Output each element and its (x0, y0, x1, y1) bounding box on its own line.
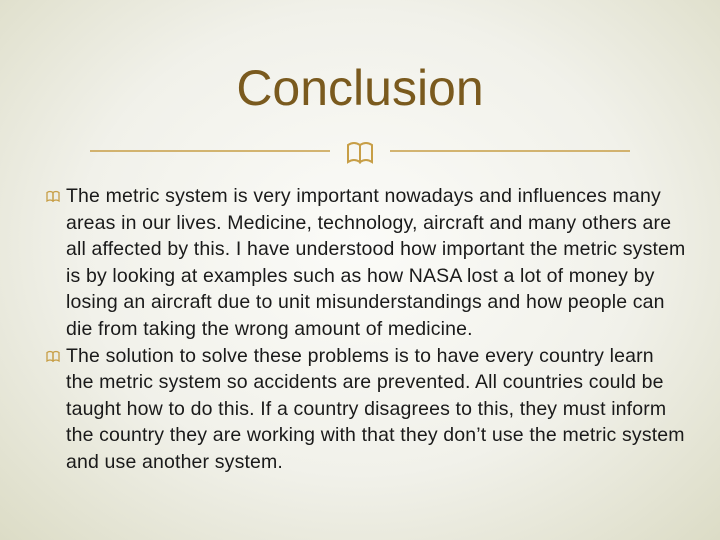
book-icon (46, 190, 60, 202)
bullet-text: The metric system is very important nowadays and influences many areas in our lives. Medicine, technology, aircraft and many others are all affected by this. I have understood how important the metric system is by looking at examples such as how NASA lost a lot of money by losing an aircraft due to unit misunderstandings and how people can die from taking the wrong amount of medicine. (66, 185, 686, 340)
title-divider (90, 136, 630, 166)
bullet-text: The solution to solve these problems is to have every country learn the metric system so accidents are prevented. All countries could be taught how to do this. If a country disagrees to this, they must inform the country they are working with that they don’t use the metric system and use another system. (66, 344, 685, 473)
book-icon (46, 350, 60, 362)
list-item (46, 343, 686, 476)
list-item (46, 183, 686, 343)
book-icon (348, 143, 372, 162)
bullet-list (46, 183, 686, 476)
slide-title: Conclusion (236, 60, 484, 116)
